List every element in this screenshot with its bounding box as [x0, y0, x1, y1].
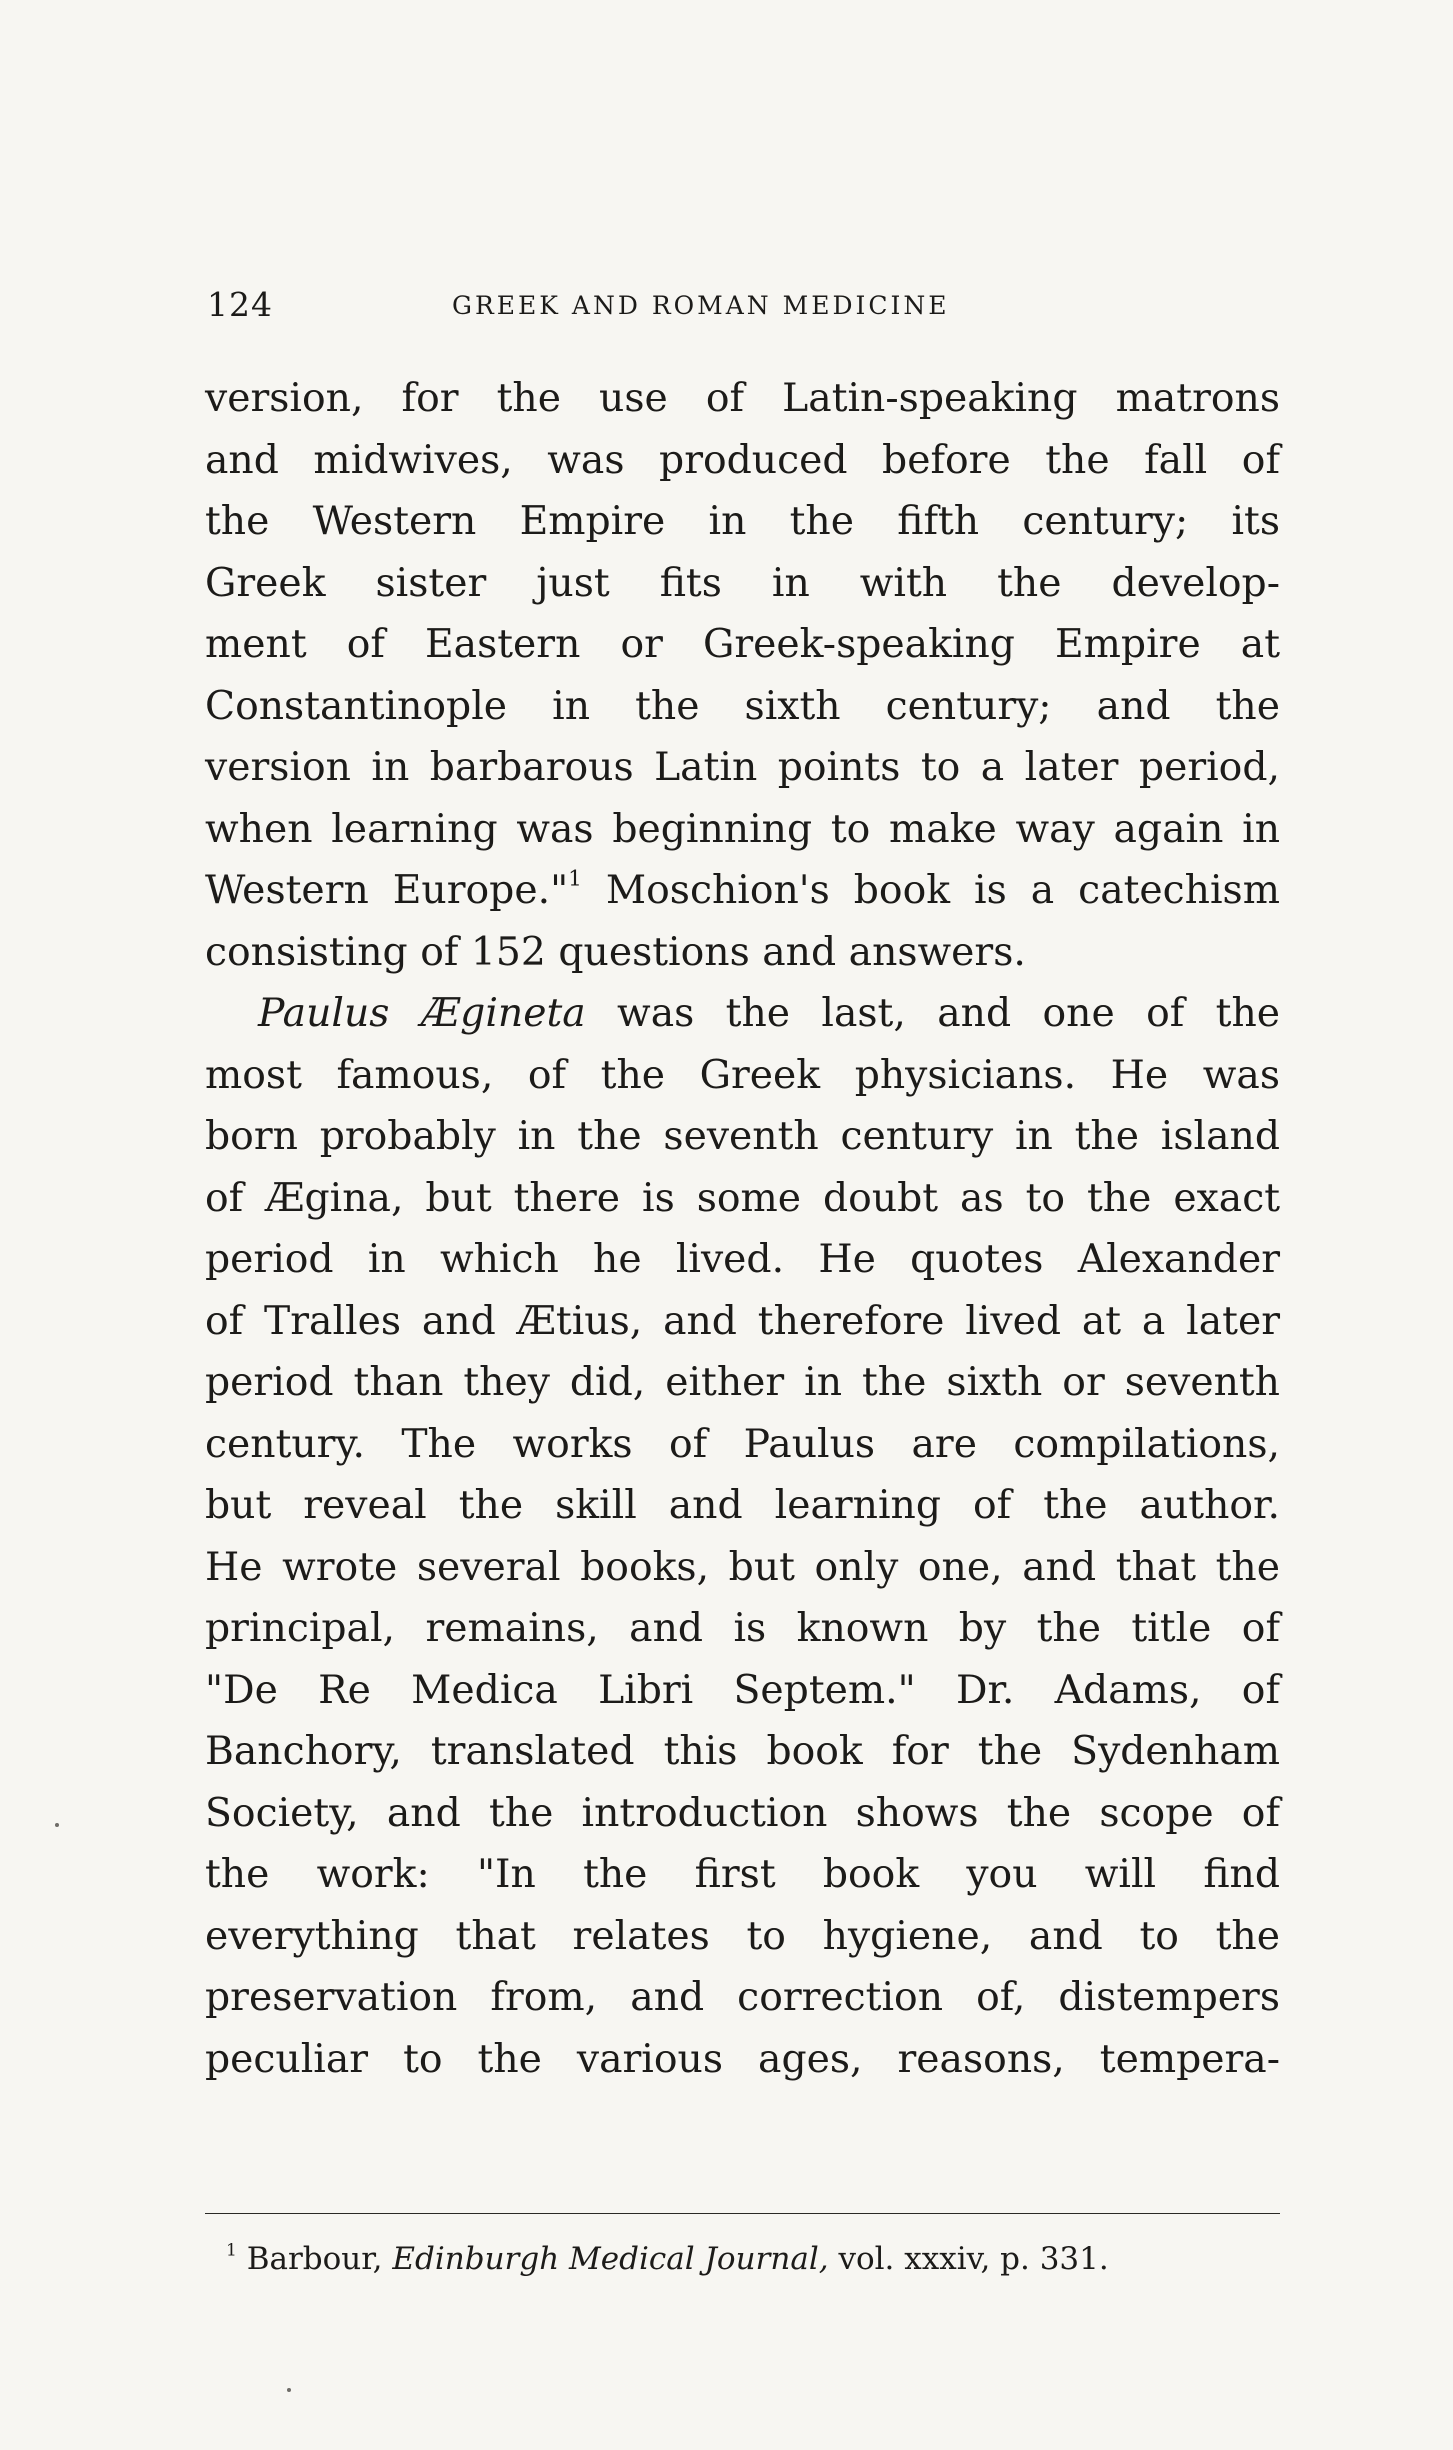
text-line: period in which he lived. He quotes Alexander [205, 1237, 1280, 1282]
footnote-marker: 1 [568, 866, 582, 892]
text-line: period than they did, either in the sixth or seventh [205, 1360, 1280, 1405]
text-line: Greek sister just fits in with the develop- [205, 560, 1280, 606]
text-line: most famous, of the Greek physicians. He was [205, 1052, 1280, 1098]
text-line: the work: "In the first book you will find [205, 1852, 1280, 1897]
text-line: of Tralles and Ætius, and therefore lived at a later [205, 1298, 1280, 1344]
footnote-author: Barbour, [246, 2241, 383, 2277]
footnote [226, 2241, 1109, 2277]
page-number: 124 [207, 285, 273, 324]
text-line: when learning was beginning to make way again in [205, 806, 1280, 852]
text-line: Banchory, translated this book for the Sydenham [205, 1729, 1280, 1774]
text-line: "De Re Medica Libri Septem." Dr. Adams, of [205, 1667, 1280, 1713]
text-line [205, 860, 1280, 922]
print-speck [287, 2388, 291, 2392]
print-speck [55, 1823, 59, 1827]
footnote-divider [205, 2213, 1280, 2214]
text-line: version in barbarous Latin points to a later period, [205, 745, 1280, 790]
text-line: peculiar to the various ages, reasons, tempera- [205, 2036, 1280, 2082]
text-line: century. The works of Paulus are compilations, [205, 1421, 1280, 1467]
footnote-citation: vol. xxxiv, p. 331. [838, 2241, 1109, 2277]
text-line: consisting of 152 questions and answers. [205, 929, 1026, 975]
text-continuation: was the last, and one of the [585, 991, 1281, 1036]
text-line: Society, and the introduction shows the scope of [205, 1790, 1280, 1836]
footnote-marker: 1 [226, 2240, 237, 2261]
text-line: born probably in the seventh century in the island [205, 1114, 1280, 1159]
text-line: the Western Empire in the fifth century; its [205, 499, 1280, 544]
text-line: version, for the use of Latin-speaking matrons [205, 376, 1280, 421]
text-line: of Ægina, but there is some doubt as to the exact [205, 1175, 1280, 1221]
text-line: Constantinople in the sixth century; and the [205, 683, 1280, 729]
text-line [205, 983, 1280, 1045]
text-line: and midwives, was produced before the fall of [205, 437, 1280, 483]
footnote-journal: Edinburgh Medical Journal, [392, 2241, 829, 2277]
text-continuation: Moschion's book is a catechism [581, 868, 1280, 913]
text-line: everything that relates to hygiene, and to the [205, 1913, 1280, 1959]
text-line: ment of Eastern or Greek-speaking Empire at [205, 622, 1280, 667]
text-line: but reveal the skill and learning of the author. [205, 1483, 1280, 1528]
running-title: GREEK AND ROMAN MEDICINE [452, 291, 950, 320]
body-text [205, 368, 1280, 2090]
person-name: Paulus Ægineta [258, 991, 586, 1036]
quote-end: Western Europe." [205, 868, 569, 913]
text-line: He wrote several books, but only one, and that the [205, 1544, 1280, 1590]
text-line: principal, remains, and is known by the title of [205, 1606, 1280, 1651]
text-line: preservation from, and correction of, distempers [205, 1975, 1280, 2020]
